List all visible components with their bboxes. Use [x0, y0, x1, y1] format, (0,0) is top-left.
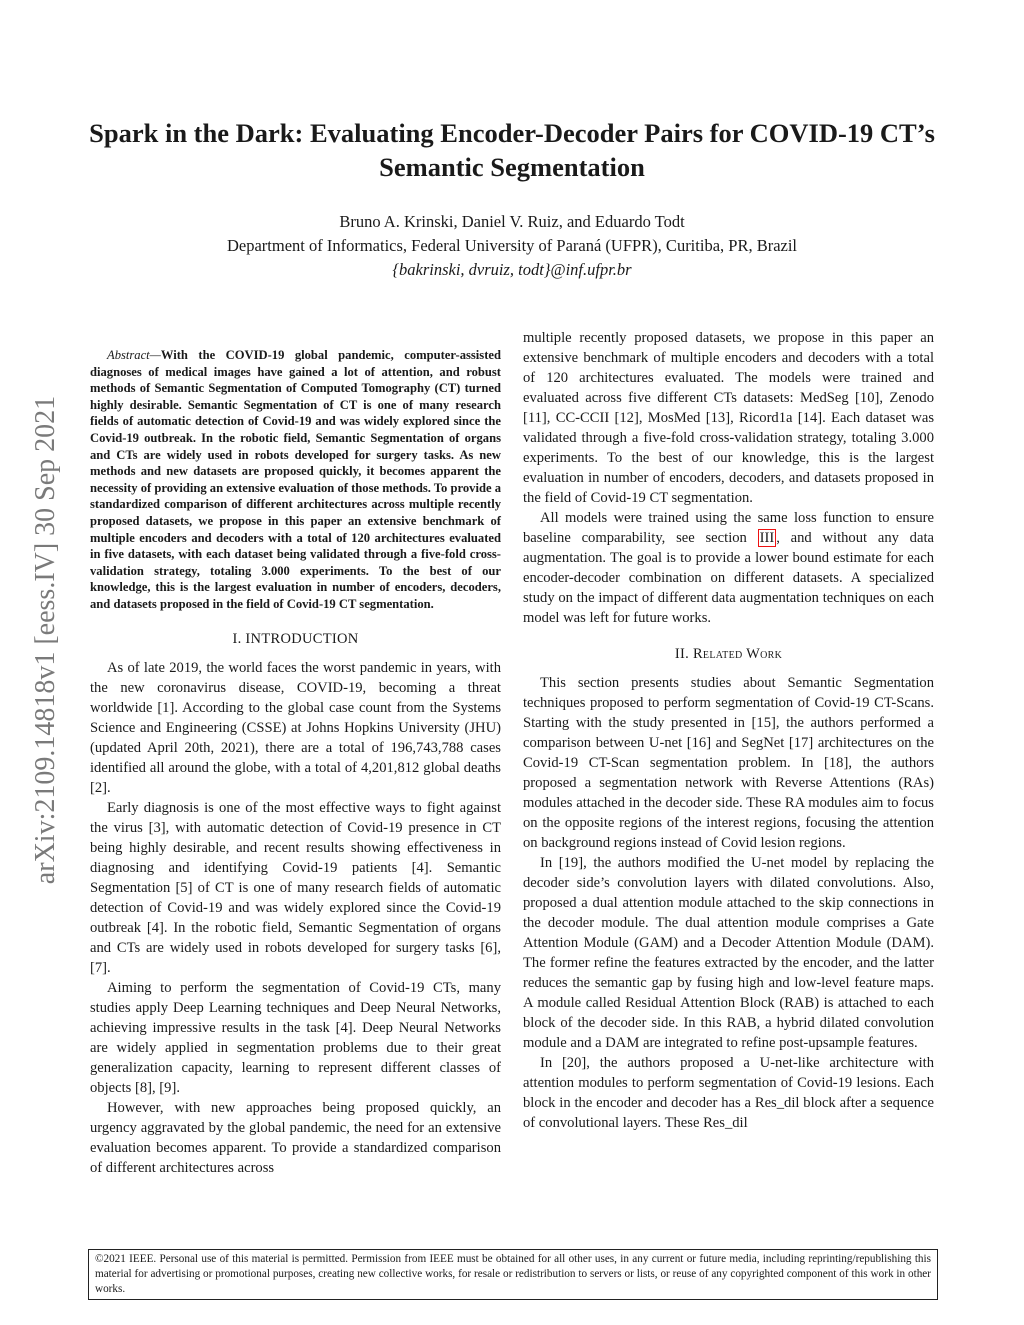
- intro-paragraph-1: As of late 2019, the world faces the worst pandemic in years, with the new coronavirus disease, COVID-19, becoming a threat worldwide [1]. According to the global case count from the Systems Science and Engineering (CSSE) at Johns Hopkins University (JHU) (updated April 20th, 2021), there are a total of 196,743,788 cases identified all around the globe, with a total of 4,201,812 global deaths [2].: [90, 659, 501, 796]
- right-column: [523, 328, 934, 1133]
- section-heading-introduction: I. INTRODUCTION: [232, 630, 359, 647]
- copyright-footer: ©2021 IEEE. Personal use of this material is permitted. Permission from IEEE must be obtained for all other uses, in any current or future media, including reprinting/republishing this material for advertising or promotional purposes, creating new collective works, for resale or redistribution to servers or lists, or reuse of any copyrighted component of this work in other works.: [88, 1249, 938, 1300]
- section-iii-link[interactable]: III: [759, 530, 775, 546]
- p5-before: All models were trained using the same loss function to ensure baseline comparability, see section: [523, 510, 934, 546]
- arxiv-side-label: arXiv:2109.14818v1 [eess.IV] 30 Sep 2021: [30, 395, 61, 885]
- intro-paragraph-5: [523, 508, 934, 628]
- paper-title: Spark in the Dark: Evaluating Encoder-Decoder Pairs for COVID-19 CT’s Semantic Segmentation: [89, 118, 935, 182]
- related-paragraph-2: In [19], the authors modified the U-net model by replacing the decoder side’s convolution layers with dilated convolutions. Also, proposed a dual attention module attached to the skip connections in the decoder module. The dual attention module comprises a Gate Attention Module (GAM) and a Decoder Attention Module (DAM). The former refine the features extracted by the encoder, and the latter reduces the semantic gap by fusing high and low-level feature maps. A module called Residual Attention Block (RAB) is attached to each block of the decoder side. In this RAB, a hybrid dilated convolution module and a DAM are integrated to refine post-upsample features.: [523, 855, 934, 1051]
- left-column: [90, 328, 501, 1178]
- related-paragraph-3: In [20], the authors proposed a U-net-like architecture with attention modules to perform segmentation of Covid-19 lesions. Each block in the encoder and decoder has a Res_dil block after a sequence of convolutional layers. These Res_dil: [523, 1055, 934, 1131]
- author-emails: {bakrinski, dvruiz, todt}@inf.ufpr.br: [392, 260, 632, 279]
- related-work-title: Related Work: [692, 646, 783, 662]
- related-paragraph-1: This section presents studies about Semantic Segmentation techniques proposed to perform segmentation of Covid-19 CT-Scans. Starting with the study presented in [15], the authors performed a comparison between U-net [16] and SegNet [17] architectures on the Covid-19 CT-Scan segmentation problem. In [18], the authors proposed a segmentation network with Reverse Attentions (RAs) modules attached in the decoder side. These RA modules aim to focus on the opposite regions of the interest regions, focusing the attention on background regions instead of Covid lesion regions.: [523, 675, 934, 851]
- intro-continued-paragraph: multiple recently proposed datasets, we propose in this paper an extensive benchmark of multiple encoders and decoders with a total of 120 architectures evaluated. The models were trained and evaluated across five different CTs datasets: MedSeg [10], Zenodo [11], CC-CCII [12], MosMed [13], Ricord1a [14]. Each dataset was validated through a five-fold cross-validation strategy, totaling 3.000 experiments. To the best of our knowledge, this is the largest evaluation in number of encoders, decoders, and datasets proposed in the field of Covid-19 CT segmentation.: [523, 330, 934, 506]
- author-names: Bruno A. Krinski, Daniel V. Ruiz, and Eduardo Todt: [339, 212, 685, 231]
- p5-after: , and without any data augmentation. The goal is to provide a lower bound estimate for each encoder-decoder combination on different datasets. A specialized study on the impact of different data augmentation techniques on each model was left for future works.: [523, 530, 934, 626]
- section-heading-related-work: [523, 646, 934, 663]
- author-block: [60, 210, 964, 282]
- abstract: [90, 347, 501, 613]
- author-affiliation: Department of Informatics, Federal University of Paraná (UFPR), Curitiba, PR, Brazil: [226, 236, 798, 255]
- intro-paragraph-3: Aiming to perform the segmentation of Covid-19 CTs, many studies apply Deep Learning techniques and Deep Neural Networks, achieving impressive results in the task [4]. Deep Neural Networks are widely applied in segmentation problems due to their great generalization capacity, learning to represent different classes of objects [8], [9].: [90, 979, 501, 1096]
- related-work-number: II.: [674, 646, 693, 662]
- intro-paragraph-4: However, with new approaches being proposed quickly, an urgency aggravated by the global pandemic, the need for an extensive evaluation becomes apparent. To provide a standardized comparison of different architectures across: [90, 1099, 501, 1176]
- abstract-text: With the COVID-19 global pandemic, computer-assisted diagnoses of medical images have gained a lot of attention, and robust methods of Semantic Segmentation of Computed Tomography (CT) turned highly desirable. Semantic Segmentation of CT is one of many research fields of automatic detection of Covid-19 and was widely explored since the Covid-19 outbreak. In the robotic field, Semantic Segmentation of organs and CTs are widely used in robots developed for surgery tasks. As new methods and new datasets are proposed quickly, it becomes apparent the necessity of providing an extensive evaluation of those methods. To provide a standardized comparison of different architectures across multiple recently proposed datasets, we propose in this paper an extensive benchmark of multiple encoders and decoders with a total of 120 architectures evaluated in five datasets, with each dataset being validated through a five-fold cross-validation strategy, totaling 3.000 experiments. To the best of our knowledge, this is the largest evaluation in number of encoders, decoders, and datasets proposed in the field of Covid-19 CT segmentation.: [90, 348, 501, 611]
- intro-paragraph-2: Early diagnosis is one of the most effective ways to fight against the virus [3], with automatic detection of Covid-19 presence in CT being highly desirable, and recent results showing effectiveness in diagnosing and identifying Covid-19 patients [4]. Semantic Segmentation [5] of CT is one of many research fields of automatic detection of Covid-19 and was widely explored since the Covid-19 outbreak [4]. In the robotic field, Semantic Segmentation of organs and CTs are widely used in robots developed for surgery tasks [6], [7].: [90, 799, 501, 976]
- abstract-lead: Abstract—: [107, 348, 161, 362]
